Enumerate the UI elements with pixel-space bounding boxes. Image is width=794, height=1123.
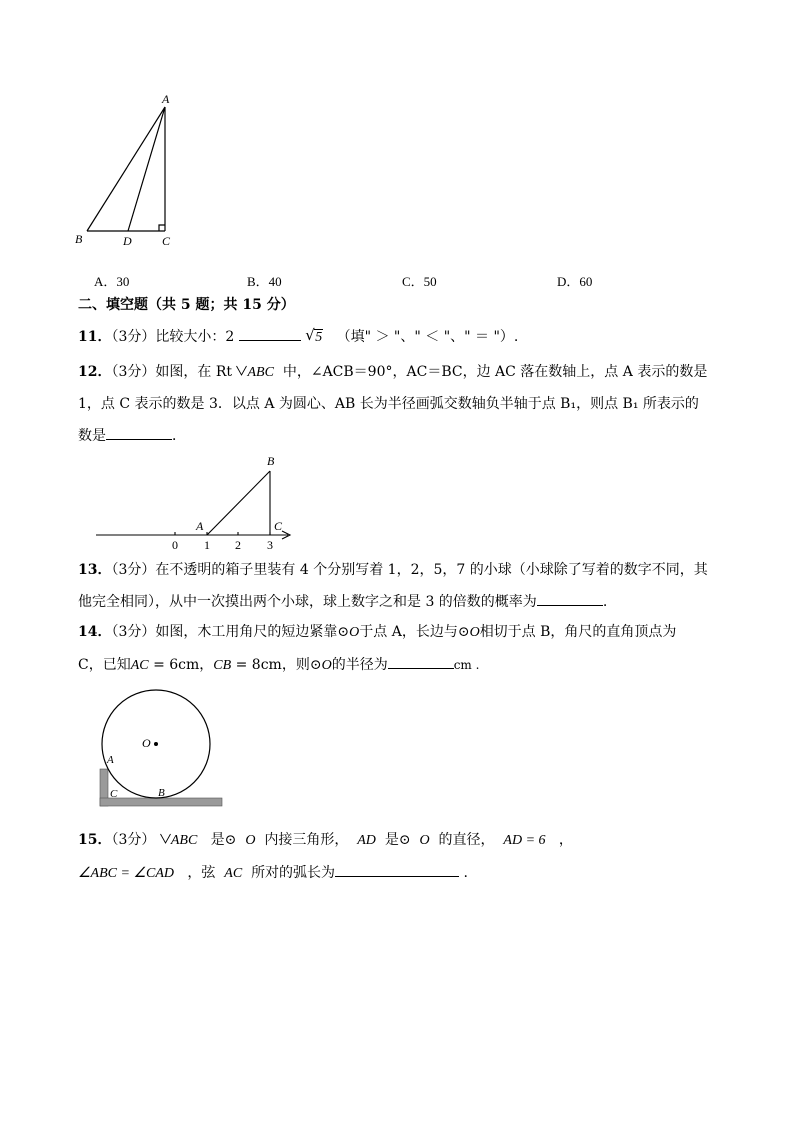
option-a[interactable]: A．30 (94, 274, 130, 289)
label-b: B (267, 454, 275, 468)
question-15-line2: ∠ABC = ∠CAD ，弦 AC 所对的弧长为 . (78, 862, 468, 884)
question-number: 12． (78, 364, 112, 380)
question-11 (78, 326, 518, 348)
triangle-symbol (236, 362, 247, 382)
sqrt-expression: √ 5 (305, 326, 323, 345)
question-12-line1: 12．（3分）如图，在 Rt ABC 中，∠ACB＝90°，AC＝BC，边 AC 落在数轴上，点 A 表示的数是 (78, 364, 708, 380)
option-c[interactable]: C．50 (402, 274, 437, 289)
segment-ab (207, 471, 270, 535)
tick-label-0: 0 (172, 538, 178, 552)
triangle-icon (160, 833, 171, 844)
question-15-line1: 15．（3分） ABC 是⊙ O 内接三角形， AD 是⊙ O 的直径， AD = 6 ， (78, 832, 573, 848)
question-12-line2: 1，点 C 表示的数是 3．以点 A 为圆心、AB 长为半径画弧交数轴负半轴于点 B₁，则点 B₁ 所表示的 (78, 396, 699, 412)
label-a: A (162, 92, 170, 106)
label-b: B (75, 232, 83, 246)
number-line-figure (92, 450, 302, 555)
question-13-line2: 他完全相同），从中一次摸出两个小球，球上数字之和是 3 的倍数的概率为 . (78, 591, 607, 612)
question-14-line1: 14．（3分）如图，木工用角尺的短边紧靠⊙O于点 A，长边与⊙O相切于点 B，角尺的直角顶点为 (78, 624, 677, 640)
question-14-line2: C，已知AC = 6cm，CB = 8cm，则⊙O的半径为 cm . (78, 654, 479, 676)
question-12-line3: 数是 ． (78, 425, 186, 446)
center-point (154, 742, 158, 746)
question-score: （3分） (111, 329, 156, 345)
question-text: 比较大小：2 (155, 329, 235, 345)
option-b[interactable]: B．40 (247, 274, 282, 289)
question-number: 15． (78, 832, 112, 848)
tick-label-1: 1 (204, 538, 210, 552)
right-angle-mark (159, 225, 165, 231)
triangle-abc-figure (70, 90, 190, 250)
label-o: O (142, 736, 151, 750)
answer-blank[interactable] (239, 326, 301, 341)
circle-square-figure (96, 686, 226, 811)
answer-blank[interactable] (106, 425, 172, 440)
label-d: D (123, 234, 132, 248)
triangle-symbol (160, 830, 171, 850)
option-d[interactable]: D．60 (557, 274, 593, 289)
question-number: 11． (78, 329, 112, 345)
question-number: 14． (78, 624, 112, 640)
question-hint: （填" ＞ "、" ＜ "、" ＝ "）. (336, 329, 519, 345)
tick-label-2: 2 (235, 538, 241, 552)
tick-label-3: 3 (267, 538, 273, 552)
question-13-line1: 13．（3分）在不透明的箱子里装有 4 个分别写着 1，2，5，7 的小球（小球除了写着的数字不同，其 (78, 562, 708, 578)
label-a: A (196, 519, 204, 533)
label-c: C (274, 519, 283, 533)
segment-ad (128, 107, 165, 231)
label-b: B (158, 787, 165, 799)
answer-blank[interactable] (388, 654, 454, 669)
section-heading: 二、填空题（共 5 题；共 15 分） (78, 297, 295, 313)
answer-blank[interactable] (537, 591, 603, 606)
answer-blank[interactable] (335, 862, 459, 877)
label-c: C (110, 788, 118, 800)
square-long-edge (100, 798, 222, 806)
label-a: A (107, 754, 114, 766)
segment-ab (87, 107, 165, 231)
label-c: C (162, 234, 171, 248)
question-number: 13． (78, 562, 112, 578)
triangle-icon (236, 365, 247, 376)
